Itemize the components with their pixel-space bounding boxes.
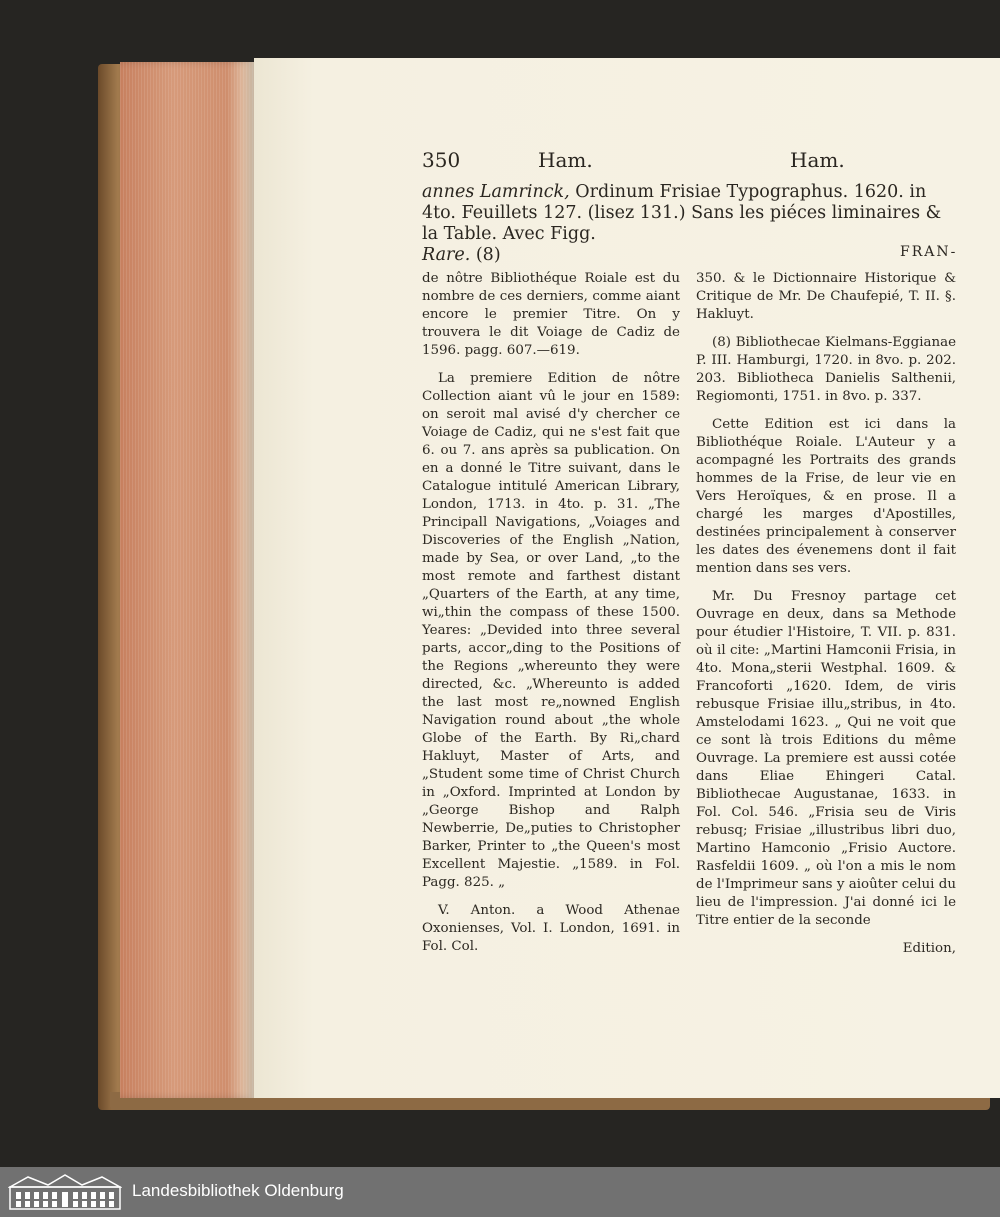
page-block-edges	[120, 62, 254, 1098]
top-entry	[422, 182, 962, 266]
right-paragraph-2: (8) Bibliothecae Kielmans-Eggianae P. III. Hamburgi, 1720. in 8vo. p. 202. 203. Bibliotheca Danielis Salthenii, Regiomonti, 1751. in 8vo. p. 337.	[696, 335, 956, 404]
right-paragraph-4: Mr. Du Fresnoy partage cet Ouvrage en deux, dans sa Methode pour étudier l'Histoire, T. VII. p. 831. où il cite: „Martini Hamconii Frisia, in 4to. Mona„sterii Westphal. 1609. & Francoforti „1620. Idem, de viris rebusque Frisiae illu„stribus, in 4to. Amstelodami 1623. „ Qui ne voit que ce sont là trois Editions du même Ouvrage. La premiere est aussi cotée dans Eliae Ehingeri Catal. Bibliothecae Augustanae, 1633. in Fol. Col. 546. „Frisia seu de Viris rebusq; Frisiae „illustribus libri duo, Martino Hamconio „Frisio Auctore. Rasfeldii 1609. „ où l'on a mis le nom de l'Imprimeur sans y aioûter celui du lieu de l'impression. J'ai donné ici le Titre entier de la seconde	[696, 589, 956, 928]
left-column	[422, 270, 680, 966]
right-paragraph-1: 350. & le Dictionnaire Historique & Critique de Mr. De Chaufepié, T. II. §. Hakluyt.	[696, 271, 956, 322]
right-column	[696, 270, 956, 968]
right-paragraph-3: Cette Edition est ici dans la Bibliothéque Roiale. L'Auteur y a acompagné les Portraits des grands hommes de la Frise, de leur vie en Vers Heroïques, & en prose. Il a chargé les marges d'Apostilles, destinées principalement à conserver les dates des évenemens dont il fait mention dans ses vers.	[696, 417, 956, 576]
author-fragment: annes Lamrinck,	[422, 182, 570, 202]
footer-bar	[0, 1167, 1000, 1217]
library-building-logo-icon	[8, 1173, 122, 1211]
library-name: Landesbibliothek Oldenburg	[132, 1181, 344, 1200]
page-number: 350	[422, 148, 461, 172]
note-reference: (8)	[470, 245, 501, 265]
left-paragraph-3: V. Anton. a Wood Athenae Oxonienses, Vol. I. London, 1691. in Fol. Col.	[422, 903, 680, 954]
rarity-note: Rare.	[422, 245, 471, 265]
running-head-left: Ham.	[538, 148, 593, 172]
catchword: FRAN-	[900, 244, 958, 260]
left-paragraph-2: La premiere Edition de nôtre Collection aiant vû le jour en 1589: on seroit mal avisé d'y chercher ce Voiage de Cadiz, qui ne s'est fait que 6. ou 7. ans après sa publication. On en a donné le Titre suivant, dans le Catalogue intitulé American Library, London, 1713. in 4to. p. 31. „The Principall Navigations, „Voiages and Discoveries of the English „Nation, made by Sea, or over Land, „to the most remote and farthest distant „Quarters of the Earth, at any time, wi„thin the compass of these 1500. Yeares: „Devided into three several parts, accor„ding to the Positions of the Regions „whereunto they were directed, &c. „Whereunto is added the last most re„nowned English Navigation round about „the whole Globe of the Earth. By Ri„chard Hakluyt, Master of Arts, and „Student some time of Christ Church in „Oxford. Imprinted at London by „George Bishop and Ralph Newberrie, De„puties to Christopher Barker, Printer to „the Queen's most Excellent Majestie. „1589. in Fol. Pagg. 825. „	[422, 371, 680, 890]
running-head-right: Ham.	[790, 148, 845, 172]
entry-title: Ordinum Frisiae Typographus. 1620. in 4to. Feuillets 127. (lisez 131.) Sans les piéces liminaires & la Table. Avec Figg.	[422, 182, 942, 244]
right-column-last-word: Edition,	[902, 941, 956, 956]
left-paragraph-1: de nôtre Bibliothéque Roiale est du nombre de ces derniers, comme aiant encore le premier Titre. On y trouvera le dit Voiage de Cadiz de 1596. pagg. 607.—619.	[422, 271, 680, 358]
